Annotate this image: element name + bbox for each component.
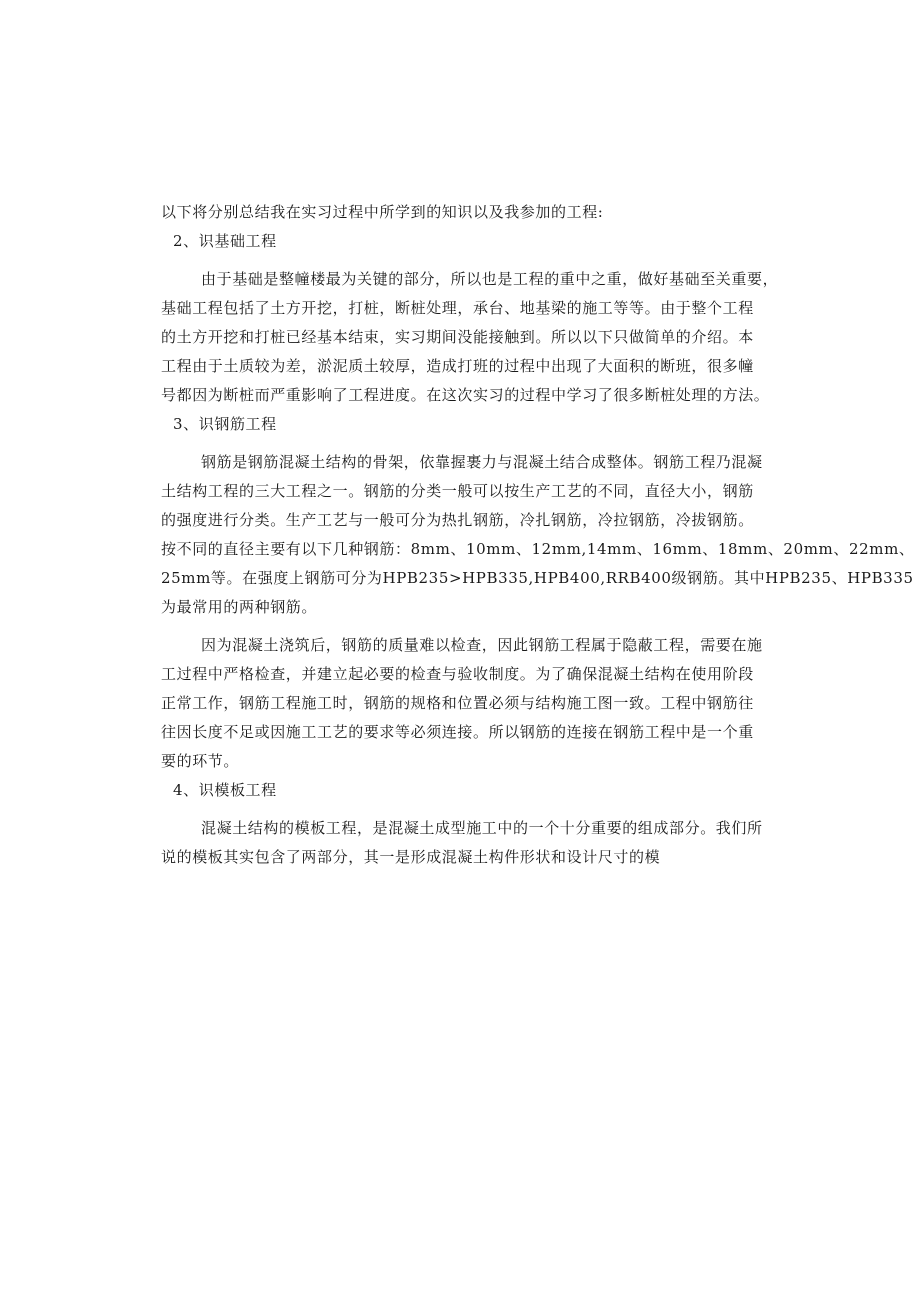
paragraph-line: 钢筋是钢筋混凝土结构的骨架，依靠握裹力与混凝土结合成整体。钢筋工程乃混凝 <box>201 453 763 471</box>
paragraph-line: 号都因为断桩而严重影响了工程进度。在这次实习的过程中学习了很多断桩处理的方法。 <box>161 386 770 404</box>
paragraph-line: 正常工作，钢筋工程施工时，钢筋的规格和位置必须与结构施工图一致。工程中钢筋往 <box>161 694 754 712</box>
paragraph-line: 混凝土结构的模板工程，是混凝土成型施工中的一个十分重要的组成部分。我们所 <box>201 819 763 837</box>
paragraph-line: 土结构工程的三大工程之一。钢筋的分类一般可以按生产工艺的不同，直径大小，钢筋 <box>161 482 754 500</box>
paragraph-line: 往因长度不足或因施工工艺的要求等必须连接。所以钢筋的连接在钢筋工程中是一个重 <box>161 723 754 741</box>
document-page <box>161 198 915 872</box>
paragraph-line: 因为混凝土浇筑后，钢筋的质量难以检查，因此钢筋工程属于隐蔽工程，需要在施 <box>201 636 763 654</box>
paragraph-line: 25mm等。在强度上钢筋可分为HPB235>HPB335,HPB400,RRB400级钢筋。其中HPB235、HPB335 <box>161 569 914 587</box>
intro-line: 以下将分别总结我在实习过程中所学到的知识以及我参加的工程: <box>161 203 604 221</box>
section-heading-foundation: 2、识基础工程 <box>173 232 277 250</box>
paragraph-line: 的强度进行分类。生产工艺与一般可分为热扎钢筋，冷扎钢筋，冷拉钢筋，冷拔钢筋。 <box>161 511 754 529</box>
paragraph-line: 工过程中严格检查，并建立起必要的检查与验收制度。为了确保混凝土结构在使用阶段 <box>161 665 754 683</box>
paragraph-line: 按不同的直径主要有以下几种钢筋：8mm、10mm、12mm,14mm、16mm、18mm、20mm、22mm、 <box>161 540 915 558</box>
paragraph-line: 说的模板其实包含了两部分，其一是形成混凝土构件形状和设计尺寸的模 <box>161 848 661 866</box>
paragraph-line: 工程由于土质较为差，淤泥质土较厚，造成打班的过程中出现了大面积的断班，很多幢 <box>161 357 754 375</box>
paragraph-line: 基础工程包括了土方开挖，打桩，断桩处理，承台、地基梁的施工等等。由于整个工程 <box>161 299 754 317</box>
paragraph-line: 要的环节。 <box>161 752 240 770</box>
section-heading-rebar: 3、识钢筋工程 <box>173 415 277 433</box>
paragraph-line: 的土方开挖和打桩已经基本结束，实习期间没能接触到。所以以下只做简单的介绍。本 <box>161 328 754 346</box>
section-heading-formwork: 4、识模板工程 <box>173 781 277 799</box>
paragraph-line: 由于基础是整幢楼最为关键的部分，所以也是工程的重中之重，做好基础至关重要， <box>201 270 779 288</box>
paragraph-line: 为最常用的两种钢筋。 <box>161 598 318 616</box>
